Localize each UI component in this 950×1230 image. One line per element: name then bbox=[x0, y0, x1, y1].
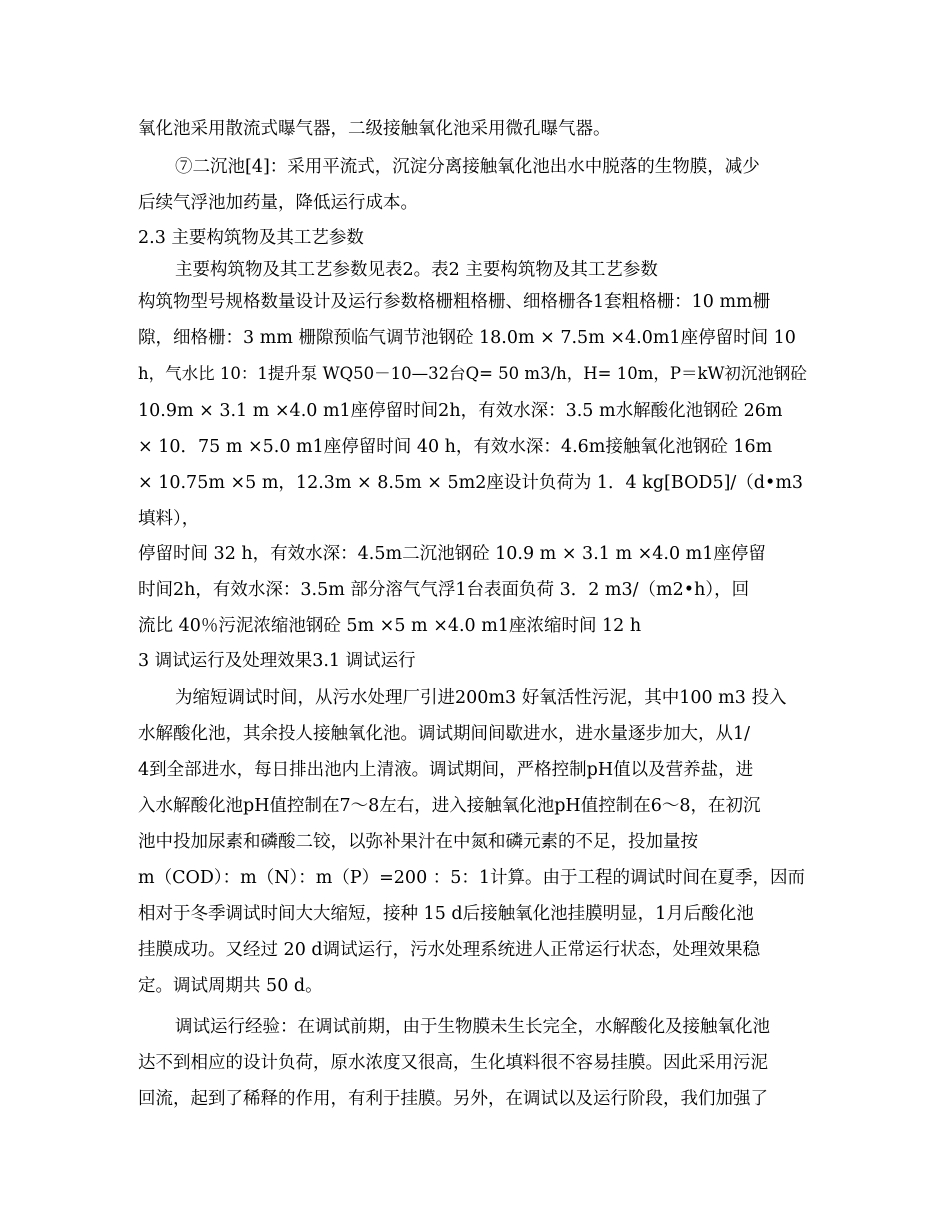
text-line: ⑦二沉池[4]：采用平流式，沉淀分离接触氧化池出水中脱落的生物膜，减少 bbox=[175, 157, 760, 177]
text-line: m（COD）：m（N）：m（P）=200 ：5：1计算。由于工程的调试时间在夏季，因而 bbox=[138, 868, 806, 888]
text-line: 水解酸化池，其余投人接触氧化池。调试期间间歇进水，进水量逐步加大，从1/ bbox=[138, 724, 751, 744]
text-line: 隙，细格栅：3 mm 栅隙预临气调节池钢砼 18.0m × 7.5m ×4.0m1座停留时间 10 bbox=[138, 328, 796, 348]
text-line: × 10．75 m ×5.0 m1座停留时间 40 h，有效水深：4.6m接触氧化池钢砼 16m bbox=[138, 437, 773, 457]
text-line: 池中投加尿素和磷酸二铰，以弥补果汁在中氮和磷元素的不足，投加量按 bbox=[138, 832, 698, 852]
text-line: 定。调试周期共 50 d。 bbox=[138, 976, 323, 996]
text-line: 后续气浮池加药量，降低运行成本。 bbox=[138, 193, 418, 213]
text-line: 相对于冬季调试时间大大缩短，接种 15 d后接触氧化池挂膜明显，1月后酸化池 bbox=[138, 904, 754, 924]
text-line: 时间2h，有效水深：3.5m 部分溶气气浮1台表面负荷 3．2 m3/（m2•h），回 bbox=[138, 580, 750, 600]
text-line: 停留时间 32 h，有效水深：4.5m二沉池钢砼 10.9 m × 3.1 m ×4.0 m1座停留 bbox=[138, 544, 766, 564]
text-line: 主要构筑物及其工艺参数见表2。表2 主要构筑物及其工艺参数 bbox=[175, 260, 658, 280]
text-line: × 10.75m ×5 m，12.3m × 8.5m × 5m2座设计负荷为 1．4 kg[BOD5]/（d•m3 bbox=[138, 473, 804, 493]
text-line: 4到全部进水，每日排出池内上清液。调试期间，严格控制pH值以及营养盐，进 bbox=[138, 760, 754, 780]
text-line: 回流，起到了稀释的作用，有利于挂膜。另外，在调试以及运行阶段，我们加强了 bbox=[138, 1089, 768, 1109]
text-line: 氧化池采用散流式曝气器，二级接触氧化池采用微孔曝气器。 bbox=[138, 119, 611, 139]
text-line: 达不到相应的设计负荷，原水浓度又很高，生化填料很不容易挂膜。因此采用污泥 bbox=[138, 1053, 768, 1073]
text-line: 为缩短调试时间，从污水处理厂引进200m3 好氧活性污泥，其中100 m3 投入 bbox=[175, 688, 787, 708]
text-line: 流比 40％污泥浓缩池钢砼 5m ×5 m ×4.0 m1座浓缩时间 12 h bbox=[138, 616, 642, 636]
text-line: 调试运行经验：在调试前期，由于生物膜未生长完全，水解酸化及接触氧化池 bbox=[175, 1017, 770, 1037]
text-line: 挂膜成功。又经过 20 d调试运行，污水处理系统进人正常运行状态，处理效果稳 bbox=[138, 940, 761, 960]
text-line: 入水解酸化池pH值控制在7～8左右，进入接触氧化池pH值控制在6～8，在初沉 bbox=[138, 796, 761, 816]
section-heading: 2.3 主要构筑物及其工艺参数 bbox=[138, 228, 364, 248]
text-line: 构筑物型号规格数量设计及运行参数格栅粗格栅、细格栅各1套粗格栅：10 mm栅 bbox=[138, 292, 771, 312]
text-line: h，气水比 10：1提升泵 WQ50－10—32台Q= 50 m3/h，H= 10m，P＝kW初沉池钢砼 bbox=[138, 364, 807, 383]
text-line: 10.9m × 3.1 m ×4.0 m1座停留时间2h，有效水深：3.5 m水解酸化池钢砼 26m bbox=[138, 401, 783, 421]
section-heading: 3 调试运行及处理效果3.1 调试运行 bbox=[138, 651, 416, 671]
text-line: 填料）， bbox=[138, 509, 200, 529]
